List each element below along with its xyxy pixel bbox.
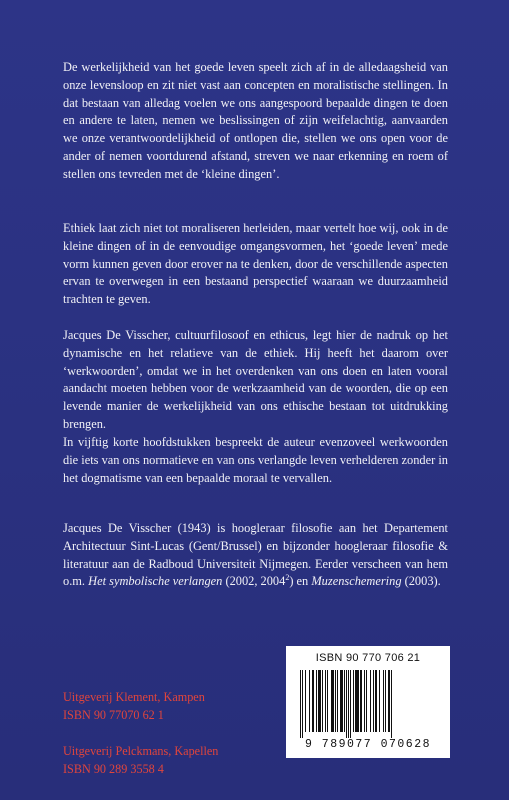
bio-text-part: (2003). (401, 574, 441, 589)
publisher-pelckmans (63, 742, 218, 778)
bio-text-part: ) en (289, 574, 312, 589)
bio-text-part: (2002, 2004 (222, 574, 286, 589)
paragraph-text: In vijftig korte hoofdstukken bespreekt de auteur evenzoveel werkwoorden die iets van ons normatieve en van ons verlangde leven verhelderen zonder in het dogmatisme van een bepaalde moraal te vervallen. (63, 435, 448, 485)
publisher-name: Uitgeverij Pelckmans, Kapellen (63, 744, 219, 758)
blurb-paragraph-2 (63, 220, 448, 309)
blurb-paragraph-3 (63, 327, 448, 434)
publisher-isbn: ISBN 90 77070 62 1 (63, 708, 164, 722)
superscript: 2 (285, 573, 290, 583)
paragraph-text: De werkelijkheid van het goede leven speelt zich af in de alledaagsheid van onze levensloop en zit niet vast aan concepten en moralistische stellingen. In dat bestaan van alledag voelen we ons aangespoord bepaalde dingen te doen en andere te laten, nemen we beslissingen of zijn weifelachtig, aanvaarden we onze verantwoordelijkheid of ontlopen die, stellen we ons open voor de ander of nemen voortdurend afstand, streven we naar erkenning en roem of stellen ons tevreden met de ‘kleine dingen’. (63, 60, 448, 181)
barcode-bars (300, 670, 438, 736)
italic-title: Het symbolische verlangen (88, 574, 223, 589)
barcode-bar (392, 670, 393, 738)
author-bio (63, 520, 448, 591)
publisher-klement (63, 688, 205, 724)
paragraph-text: Ethiek laat zich niet tot moraliseren herleiden, maar vertelt hoe wij, ook in de kleine dingen of in de eenvoudige omgangsvormen, het ‘goede leven’ mede vorm kunnen geven door erover na te denken, door de verschillende aspecten ervan te overwegen in een bestaand perspectief waaraan we duurzaamheid trachten te geven. (63, 221, 448, 307)
paragraph-text: Jacques De Visscher, cultuurfilosoof en ethicus, legt hier de nadruk op het dynamische en het relatieve van de ethiek. Hij heeft het daarom over ‘werkwoorden’, omdat we in het overdenken van ons doen en laten vooral aandacht moeten hebben voor de werkzaamheid van de woorden, die op een levende manier de werkelijkheid van ons ethische bestaan tot uitdrukking brengen. (63, 328, 448, 431)
italic-title: Muzenschemering (311, 574, 402, 589)
publisher-name: Uitgeverij Klement, Kampen (63, 690, 205, 704)
barcode-label (286, 646, 450, 758)
publisher-isbn: ISBN 90 289 3558 4 (63, 762, 164, 776)
bio-text (63, 520, 448, 591)
blurb-paragraph-4 (63, 434, 448, 487)
barcode-ean-digits: 9 789077 070628 (304, 738, 432, 751)
blurb-paragraph-1 (63, 59, 448, 184)
barcode-isbn-text: ISBN 90 770 706 21 (315, 652, 421, 664)
bio-text-part: Jacques De Visscher (1943) is hoogleraar filosofie aan het Departement Architectuur Sint-Lucas (Gent/Brussel) en bijzonder hoogleraar filosofie & literatuur aan de Radboud Universiteit Nijmegen. Eerder verscheen van hem o.m. (63, 521, 448, 589)
